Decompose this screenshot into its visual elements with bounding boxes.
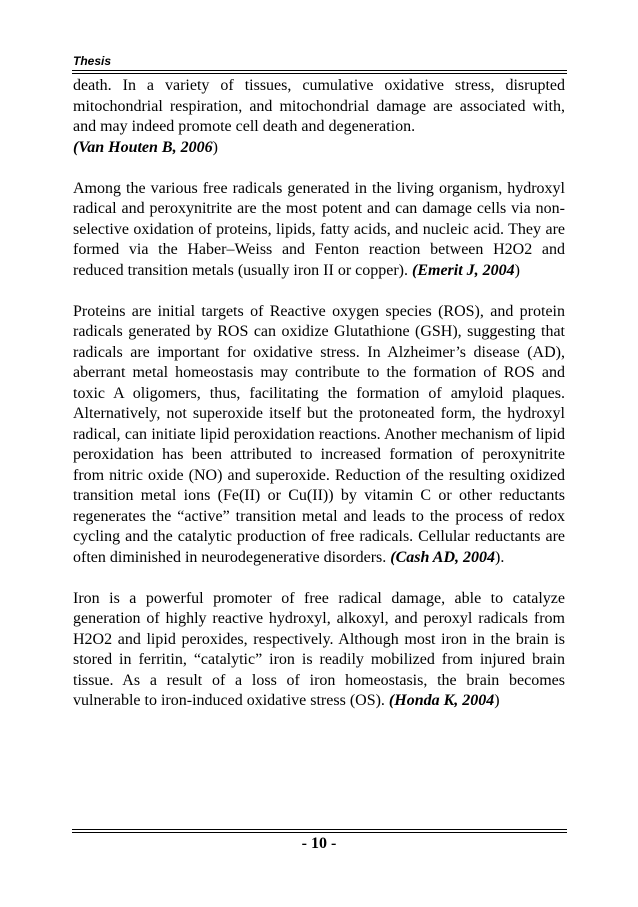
page-number: - 10 -: [301, 835, 337, 852]
citation: (Emerit J, 2004: [412, 261, 515, 279]
header-rule-bottom: [72, 73, 567, 74]
citation: (Van Houten B, 2006: [73, 138, 213, 156]
citation-tail: ).: [495, 548, 505, 566]
paragraph: [73, 179, 565, 282]
citation: (Honda K, 2004: [388, 692, 495, 709]
paragraph-text: Iron is a powerful promoter of free radical damage, able to catalyze generation of highly reactive hydroxyl, alkoxyl, and peroxyl radicals from H2O2 and lipid peroxides, respectively. Although most iron in the brain is stored in ferritin, “catalytic” iron is readily mobilized from injured brain tissue. As a result of a loss of iron homeostasis, the brain becomes vulnerable to iron-induced oxidative stress (OS).: [73, 589, 565, 709]
paragraph: [73, 76, 565, 158]
paragraph: [73, 302, 565, 569]
body-text: [73, 76, 565, 732]
footer-rule-bottom: [72, 832, 567, 833]
citation-tail: ): [514, 261, 520, 279]
paragraph-text: Among the various free radicals generated in the living organism, hydroxyl radical and peroxynitrite are the most potent and can damage cells via non-selective oxidation of proteins, lipids, fatty acids, and nucleic acid. They are formed via the Haber–Weiss and Fenton reaction between H2O2 and reduced transition metals (usually iron II or copper).: [73, 179, 565, 279]
paragraph-text: death. In a variety of tissues, cumulative oxidative stress, disrupted mitochondrial respiration, and mitochondrial damage are associated with, and may indeed promote cell death and degeneration.: [73, 77, 565, 135]
paragraph: [73, 589, 565, 712]
citation-tail: ): [212, 138, 218, 156]
header-rule-top: [72, 70, 567, 71]
citation: (Cash AD, 2004: [390, 548, 496, 566]
running-header: Thesis: [73, 54, 112, 68]
footer-rule-top: [72, 829, 567, 830]
paragraph-text: Proteins are initial targets of Reactive oxygen species (ROS), and protein radicals generated by ROS can oxidize Glutathione (GSH), suggesting that radicals are important for oxidative stress. In Alzheimer’s disease (AD), aberrant metal homeostasis may contribute to the formation of ROS and toxic A oligomers, thus, facilitating the formation of amyloid plaques. Alternatively, not superoxide itself but the protoneated form, the hydroxyl radical, can initiate lipid peroxidation reactions. Another mechanism of lipid peroxidation has been attributed to increased formation of peroxynitrite from nitric oxide (NO) and superoxide. Reduction of the resulting oxidized transition metal ions (Fe(II) or Cu(II)) by vitamin C or other reductants regenerates the “active” transition metal and leads to the process of redox cycling and the catalytic production of free radicals. Cellular reductants are often diminished in neurodegenerative disorders.: [73, 302, 565, 566]
citation-tail: ): [494, 692, 500, 709]
